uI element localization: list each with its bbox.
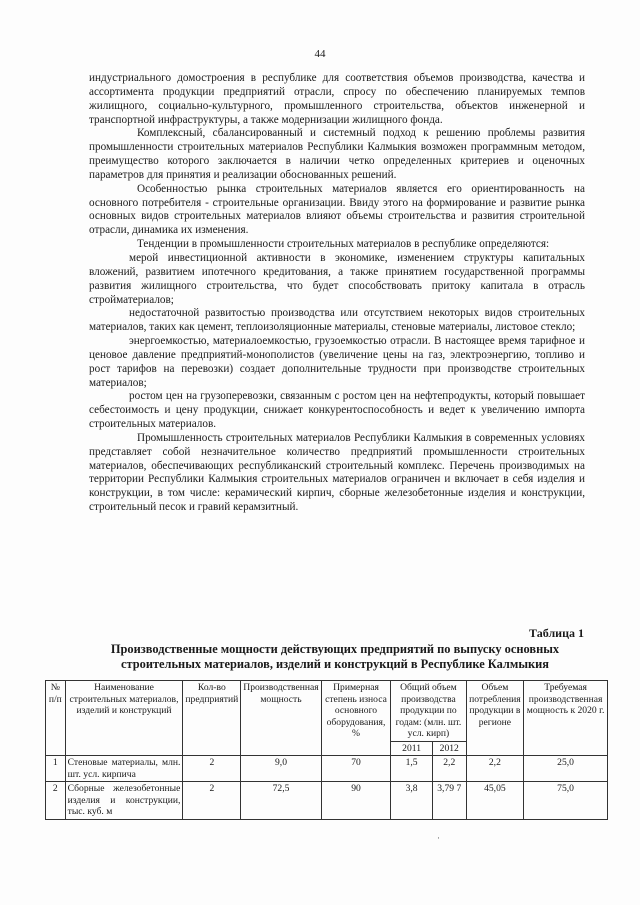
scan-speck: · <box>437 833 440 843</box>
header-2011: 2011 <box>391 741 433 756</box>
header-demand: Объем потребления продукции в регионе <box>466 681 524 756</box>
list-item: недостаточной развитостью производства или отсутствием некоторых видов строительных материалов, таких как цемент, теплоизоляционные материалы, стеновые материалы, листовое стекло; <box>89 307 585 334</box>
cell-wear: 90 <box>321 782 391 820</box>
cell-name: Сборные железобетонные изделия и конструкции, тыс. куб. м <box>65 782 183 820</box>
header-output: Общий объем производства продукции по годам: (млн. шт. усл. кирп) <box>391 681 466 742</box>
cell-wear: 70 <box>321 756 391 782</box>
cell-capacity: 72,5 <box>241 782 321 820</box>
cell-capacity: 9,0 <box>241 756 321 782</box>
header-2012: 2012 <box>432 741 466 756</box>
header-num: № п/п <box>46 681 66 756</box>
header-name: Наименование строительных материалов, изделий и конструкций <box>65 681 183 756</box>
cell-name: Стеновые материалы, млн. шт. усл. кирпича <box>65 756 183 782</box>
list-item: ростом цен на грузоперевозки, связанным с ростом цен на нефтепродукты, который повышает себестоимость и цену продукции, снижает конкурентоспособность и ведет к увеличению импорта строительных материалов. <box>89 390 585 431</box>
cell-required: 75,0 <box>524 782 608 820</box>
cell-demand: 45,05 <box>466 782 524 820</box>
cell-2012: 2,2 <box>432 756 466 782</box>
cell-required: 25,0 <box>524 756 608 782</box>
page-number: 44 <box>314 48 326 60</box>
cell-2011: 3,8 <box>391 782 433 820</box>
header-capacity: Производственная мощность <box>241 681 321 756</box>
paragraph: Комплексный, сбалансированный и системный подход к решению проблемы развития промышленности строительных материалов Республики Калмыкия возможен программным методом, преимущество которого заключается в наличии четко определенных критериев и оценочных параметров для принятия и реализации обоснованных решений. <box>89 127 585 181</box>
table-row <box>46 782 608 820</box>
cell-demand: 2,2 <box>466 756 524 782</box>
cell-count: 2 <box>183 782 241 820</box>
paragraph: Тенденции в промышленности строительных материалов в республике определяются: <box>137 238 550 251</box>
paragraph: индустриального домостроения в республике для соответствия объемов производства, качества и ассортимента продукции предприятий отрасли, спросу по обеспечению планируемых темпов жилищного, социально-культурного, промышленного строительства, объектов инженерной и транспортной инфраструктуры, а также модернизации жилищного фонда. <box>89 72 585 126</box>
table-title: Производственные мощности действующих предприятий по выпуску основных строительных материалов, изделий и конструкций в Республике Калмыкия <box>110 642 560 671</box>
table-number: Таблица 1 <box>529 626 584 640</box>
header-wear: Примерная степень износа основного оборудования, % <box>321 681 391 756</box>
cell-2011: 1,5 <box>391 756 433 782</box>
cell-count: 2 <box>183 756 241 782</box>
list-item: мерой инвестиционной активности в экономике, изменением структуры капитальных вложений, развитием ипотечного кредитования, а также принятием государственной программы развития жилищного строительства, что будет способствовать притоку капитала в отрасль стройматериалов; <box>89 251 585 306</box>
body-text <box>89 72 585 515</box>
paragraph: Особенностью рынка строительных материалов является его ориентированность на основного потребителя - строительные организации. Ввиду этого на формирование и развитие рынка основных видов строительных материалов влияют объемы строительства и развития строительной отрасли, динамика их изменения. <box>89 182 585 237</box>
paragraph: Промышленность строительных материалов Республики Калмыкия в современных условиях представляет собой незначительное количество предприятий промышленности строительных материалов, обеспечивающих республиканский строительный комплекс. Перечень производимых на территории Республики Калмыкия строительных материалов ограничен и включает в себя изделия и конструкции, в том числе: керамический кирпич, сборные железобетонные изделия и конструкции, строительный песок и гравий керамзитный. <box>89 431 585 514</box>
cell-num: 2 <box>46 782 66 820</box>
list-item: энергоемкостью, материалоемкостью, грузоемкостью отрасли. В настоящее время тарифное и ценовое давление предприятий-монополистов (увеличение цены на газ, электроэнергию, топливо и рост тарифов на перевозки) создает дополнительные трудности при производстве строительных материалов; <box>89 335 585 389</box>
header-required: Требуемая производственная мощность к 2020 г. <box>524 681 608 756</box>
cell-num: 1 <box>46 756 66 782</box>
capacity-table <box>45 680 608 820</box>
table-header-row <box>46 681 608 742</box>
header-count: Кол-во предприятий <box>183 681 241 756</box>
cell-2012: 3,79 7 <box>432 782 466 820</box>
table-row <box>46 756 608 782</box>
